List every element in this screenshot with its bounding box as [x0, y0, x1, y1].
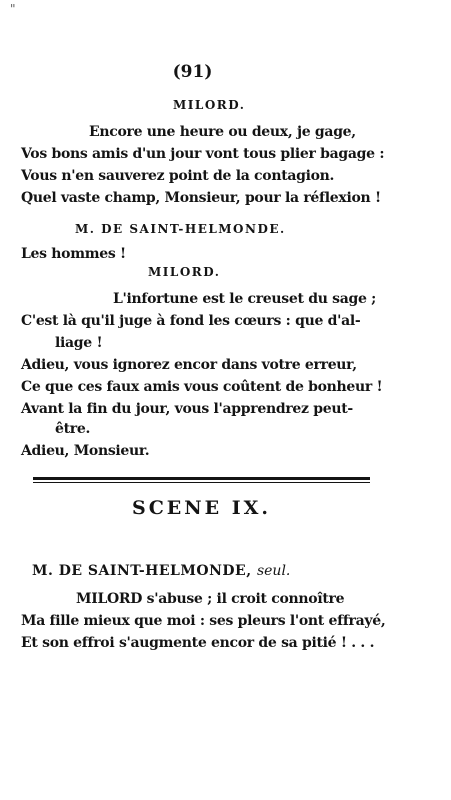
verse-line: L'infortune est le creuset du sage ;	[113, 291, 377, 307]
verse-line: MILORD s'abuse ; il croit connoître	[76, 591, 345, 607]
verse-line: Vous n'en sauverez point de la contagion.	[21, 168, 335, 184]
verse-line: Quel vaste champ, Monsieur, pour la réflexion !	[21, 190, 381, 206]
verse-line: être.	[55, 421, 91, 437]
verse-line: C'est là qu'il juge à fond les cœurs : que d'al-	[21, 313, 361, 329]
verse-line: Et son effroi s'augmente encor de sa pitié ! . . .	[21, 635, 375, 651]
scene-heading	[32, 563, 290, 579]
page-number: (91)	[172, 62, 213, 82]
verse-line: liage !	[55, 335, 103, 351]
verse-line: Adieu, vous ignorez encor dans votre erreur,	[21, 357, 357, 373]
verse-line: Ce que ces faux amis vous coûtent de bonheur !	[21, 379, 383, 395]
double-rule-bottom	[33, 482, 370, 483]
margin-mark: "	[10, 2, 16, 16]
verse-line: Ma fille mieux que moi : ses pleurs l'ont effrayé,	[21, 613, 386, 629]
speaker-milord: MILORD.	[173, 98, 246, 112]
verse-line: Vos bons amis d'un jour vont tous plier bagage :	[21, 146, 385, 162]
stage-direction: seul.	[256, 563, 291, 579]
speaker-milord: MILORD.	[148, 265, 221, 279]
verse-line: Adieu, Monsieur.	[21, 443, 150, 459]
scene-title: SCENE IX.	[131, 497, 272, 519]
verse-line: Avant la fin du jour, vous l'apprendrez peut-	[21, 401, 353, 417]
double-rule-top	[33, 477, 370, 480]
verse-line: Encore une heure ou deux, je gage,	[89, 124, 356, 140]
verse-line: Les hommes !	[21, 246, 126, 262]
speaker-saint-helmonde: M. DE SAINT-HELMONDE.	[75, 222, 286, 236]
character-name: M. DE SAINT-HELMONDE,	[32, 563, 252, 579]
